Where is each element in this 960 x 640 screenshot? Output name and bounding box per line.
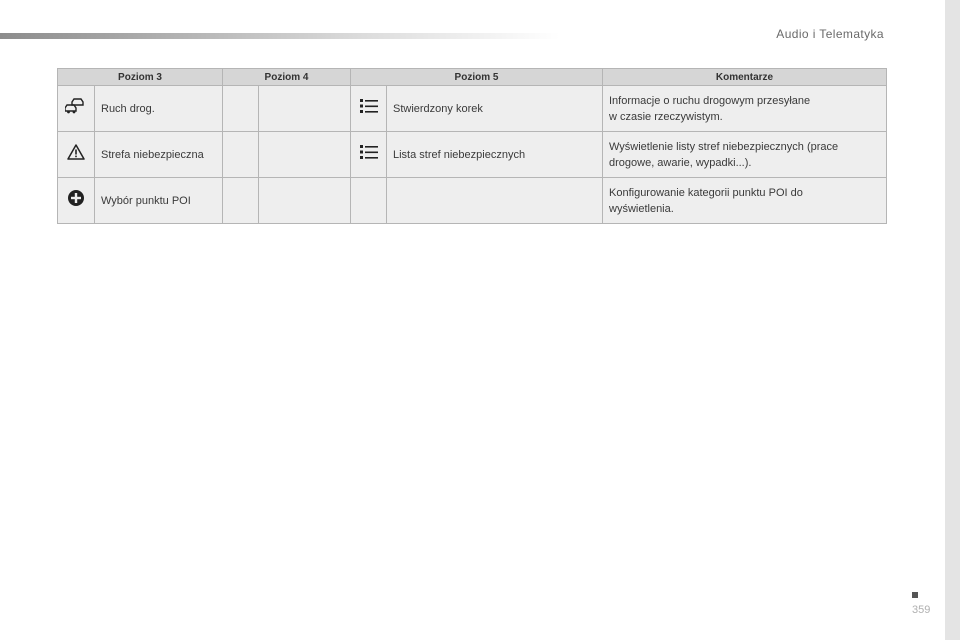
page-marker (912, 592, 918, 598)
level5-icon-cell (351, 86, 387, 132)
menu-levels-table (57, 68, 887, 224)
header-gradient-bar (0, 33, 560, 39)
level3-icon-cell (58, 132, 95, 178)
level3-label: Wybór punktu POI (95, 178, 223, 224)
table-header-row (58, 69, 887, 86)
comment-cell (603, 178, 887, 224)
table-row (58, 178, 887, 224)
comment-line: Informacje o ruchu drogowym przesyłane (609, 94, 811, 107)
page-number: 359 (912, 604, 931, 616)
list-icon (360, 144, 378, 165)
level3-icon-cell (58, 86, 95, 132)
column-header-level3: Poziom 3 (58, 69, 223, 86)
level5-icon-cell (351, 178, 387, 224)
level4-icon-cell (223, 86, 259, 132)
column-header-level4: Poziom 4 (223, 69, 351, 86)
level5-label: Lista stref niebezpiecznych (387, 132, 603, 178)
poi-plus-icon (67, 189, 85, 212)
traffic-car-icon (65, 97, 87, 120)
comment-cell (603, 132, 887, 178)
level5-label: Stwierdzony korek (387, 86, 603, 132)
level3-label: Ruch drog. (95, 86, 223, 132)
comment-line: Wyświetlenie listy stref niebezpiecznych (prace (609, 140, 839, 153)
comment-line: drogowe, awarie, wypadki...). (609, 156, 752, 169)
comment-line: w czasie rzeczywistym. (609, 110, 723, 123)
level5-icon-cell (351, 132, 387, 178)
level4-icon-cell (223, 178, 259, 224)
table-row (58, 86, 887, 132)
column-header-level5: Poziom 5 (351, 69, 603, 86)
section-title: Audio i Telematyka (776, 27, 884, 41)
column-header-comments: Komentarze (603, 69, 887, 86)
level5-label (387, 178, 603, 224)
comment-line: wyświetlenia. (609, 202, 674, 215)
table-row (58, 132, 887, 178)
warning-triangle-icon (67, 144, 85, 165)
level4-label (259, 132, 351, 178)
level3-icon-cell (58, 178, 95, 224)
list-icon (360, 98, 378, 119)
comment-cell (603, 86, 887, 132)
level4-icon-cell (223, 132, 259, 178)
level4-label (259, 178, 351, 224)
level3-label: Strefa niebezpieczna (95, 132, 223, 178)
level4-label (259, 86, 351, 132)
page-edge-strip (945, 0, 960, 640)
comment-line: Konfigurowanie kategorii punktu POI do (609, 186, 803, 199)
